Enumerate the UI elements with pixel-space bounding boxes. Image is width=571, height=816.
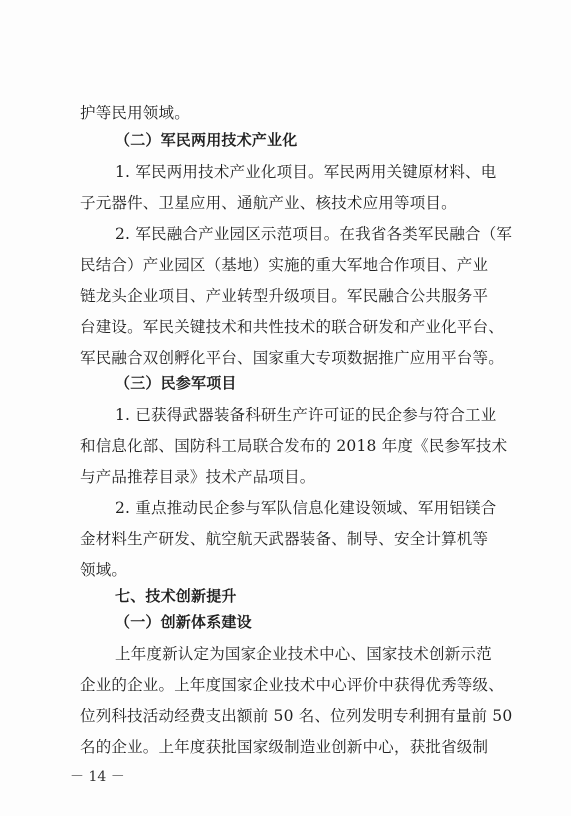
text-line: 子元器件、卫星应用、通航产业、核技术应用等项目。 [80,194,457,212]
text-line: 民结合）产业园区（基地）实施的重大军地合作项目、产业 [80,256,489,274]
text-line: 领域。 [80,561,128,579]
text-line: 位列科技活动经费支出额前 50 名、位列发明专利拥有量前 50 [80,707,513,725]
page-number: － 14 － [70,769,125,785]
text-line: 护等民用领域。 [80,104,190,122]
text-line: 企业的企业。上年度国家企业技术中心评价中获得优秀等级、 [80,676,504,694]
section-heading: （二）军民两用技术产业化 [115,131,298,149]
text-line: 1. 已获得武器装备科研生产许可证的民企参与符合工业 [115,406,497,424]
text-line: 台建设。军民关键技术和共性技术的联合研发和产业化平台、 [80,318,504,336]
text-line: 军民融合双创孵化平台、国家重大专项数据推广应用平台等。 [80,349,504,367]
text-line: 2. 重点推动民企参与军队信息化建设领域、军用铝镁合 [115,499,497,517]
text-line: 链龙头企业项目、产业转型升级项目。军民融合公共服务平 [80,287,489,305]
text-line: 与产品推荐目录》技术产品项目。 [80,468,316,486]
text-line: 2. 军民融合产业园区示范项目。在我省各类军民融合（军 [115,225,513,243]
text-line: 上年度新认定为国家企业技术中心、国家技术创新示范 [115,645,492,663]
text-line: 和信息化部、国防科工局联合发布的 2018 年度《民参军技术 [80,437,508,455]
text-line: 名的企业。上年度获批国家级制造业创新中心，获批省级制 [80,738,489,756]
section-heading: （三）民参军项目 [115,374,237,392]
section-heading: （一）创新体系建设 [115,613,252,631]
chapter-heading: 七、技术创新提升 [115,587,237,605]
text-line: 金材料生产研发、航空航天武器装备、制导、安全计算机等 [80,530,489,548]
text-line: 1. 军民两用技术产业化项目。军民两用关键原材料、电 [115,163,497,181]
